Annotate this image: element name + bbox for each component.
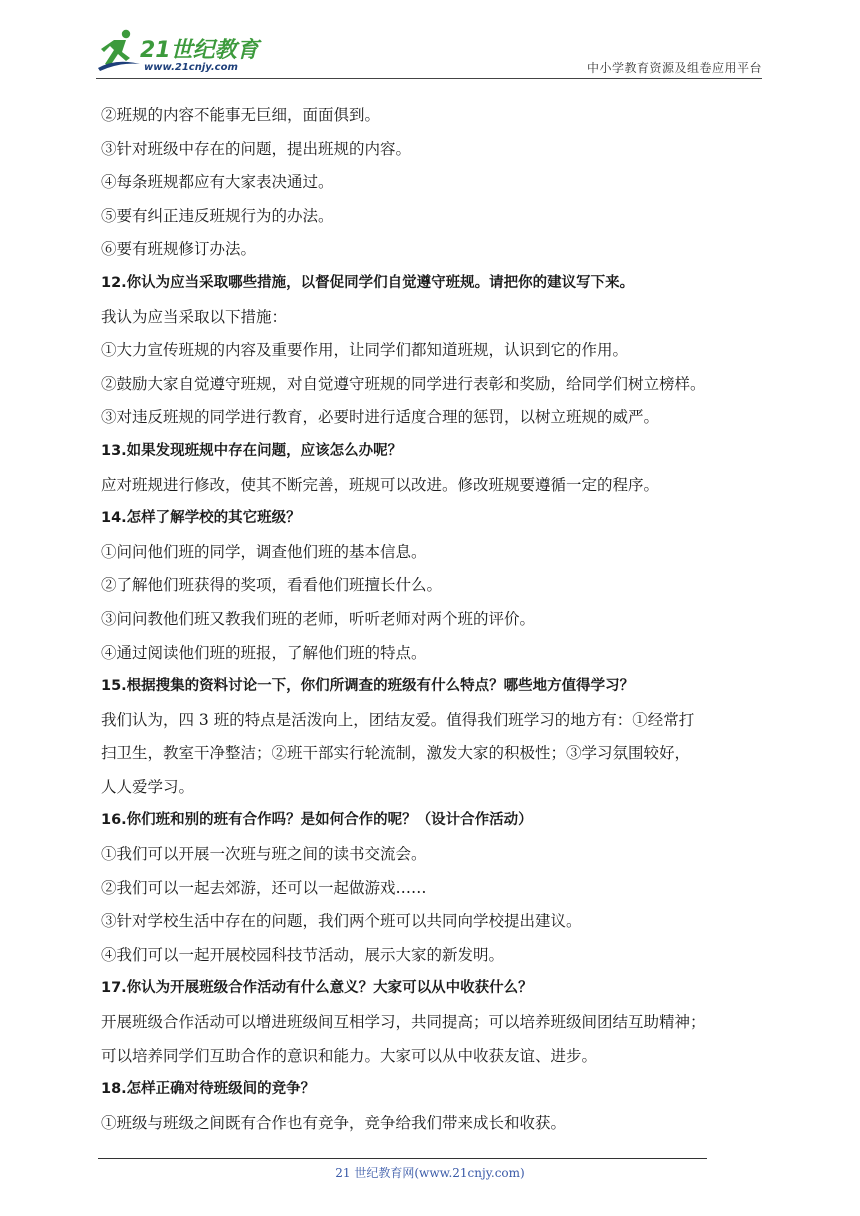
answer-line: ①大力宣传班规的内容及重要作用，让同学们都知道班规，认识到它的作用。 [101,341,629,360]
header-divider [96,78,762,79]
document-body [101,99,766,1140]
answer-line: 开展班级合作活动可以增进班级间互相学习，共同提高；可以培养班级间团结互助精神； [101,1013,706,1032]
answer-line: 我们认为，四 3 班的特点是活泼向上，团结友爱。值得我们班学习的地方有：①经常打 [101,710,695,729]
answer-line: 应对班规进行修改，使其不断完善，班规可以改进。修改班规要遵循一定的程序。 [101,475,660,494]
answer-line: ③问问教他们班又教我们班的老师，听听老师对两个班的评价。 [101,609,536,628]
footer-text: 21 世纪教育网(www.21cnjy.com) [335,1166,525,1180]
answer-line: 可以培养同学们互助合作的意识和能力。大家可以从中收获友谊、进步。 [101,1046,598,1065]
answer-line: ②我们可以一起去郊游，还可以一起做游戏…… [101,878,427,897]
question-heading: 15.根据搜集的资料讨论一下，你们所调查的班级有什么特点？哪些地方值得学习？ [101,678,635,695]
question-heading: 14.怎样了解学校的其它班级？ [101,510,301,527]
question-heading: 13.如果发现班规中存在问题，应该怎么办呢？ [101,442,403,459]
question-heading: 16.你们班和别的班有合作吗？是如何合作的呢？（设计合作活动） [101,812,533,829]
answer-line: ④我们可以一起开展校园科技节活动，展示大家的新发明。 [101,945,505,964]
page-header [96,28,762,78]
footer-divider [98,1158,707,1159]
question-heading: 18.怎样正确对待班级间的竞争？ [101,1081,316,1098]
answer-line: ②鼓励大家自觉遵守班规，对自觉遵守班规的同学进行表彰和奖励，给同学们树立榜样。 [101,374,706,393]
logo-text: 21世纪教育 [140,38,259,63]
platform-name: 中小学教育资源及组卷应用平台 [586,61,762,75]
answer-line: ④每条班规都应有大家表决通过。 [101,173,334,192]
answer-line: ①我们可以开展一次班与班之间的读书交流会。 [101,845,427,864]
runner-icon [98,30,140,71]
answer-line: 人人爱学习。 [101,777,195,796]
answer-line: 我认为应当采取以下措施： [101,307,288,326]
question-heading: 12.你认为应当采取哪些措施，以督促同学们自觉遵守班规。请把你的建议写下来。 [101,274,635,291]
logo-21cnjy [96,28,266,74]
answer-line: ⑤要有纠正违反班规行为的办法。 [101,206,334,225]
answer-line: ④通过阅读他们班的班报，了解他们班的特点。 [101,643,427,662]
answer-line: ②了解他们班获得的奖项，看看他们班擅长什么。 [101,576,443,595]
answer-line: ⑥要有班规修订办法。 [101,240,257,259]
answer-line: ①问问他们班的同学，调查他们班的基本信息。 [101,542,427,561]
answer-line: ②班规的内容不能事无巨细，面面俱到。 [101,106,381,124]
question-heading: 17.你认为开展班级合作活动有什么意义？大家可以从中收获什么？ [101,980,533,997]
answer-line: ③对违反班规的同学进行教育，必要时进行适度合理的惩罚，以树立班规的威严。 [101,408,660,427]
logo-url: www.21cnjy.com [144,62,238,73]
answer-line: ③针对学校生活中存在的问题，我们两个班可以共同向学校提出建议。 [101,912,582,931]
answer-line: ③针对班级中存在的问题，提出班规的内容。 [101,139,412,158]
answer-line: ①班级与班级之间既有合作也有竞争，竞争给我们带来成长和收获。 [101,1113,567,1132]
answer-line: 扫卫生，教室干净整洁；②班干部实行轮流制，激发大家的积极性；③学习氛围较好， [101,744,691,763]
